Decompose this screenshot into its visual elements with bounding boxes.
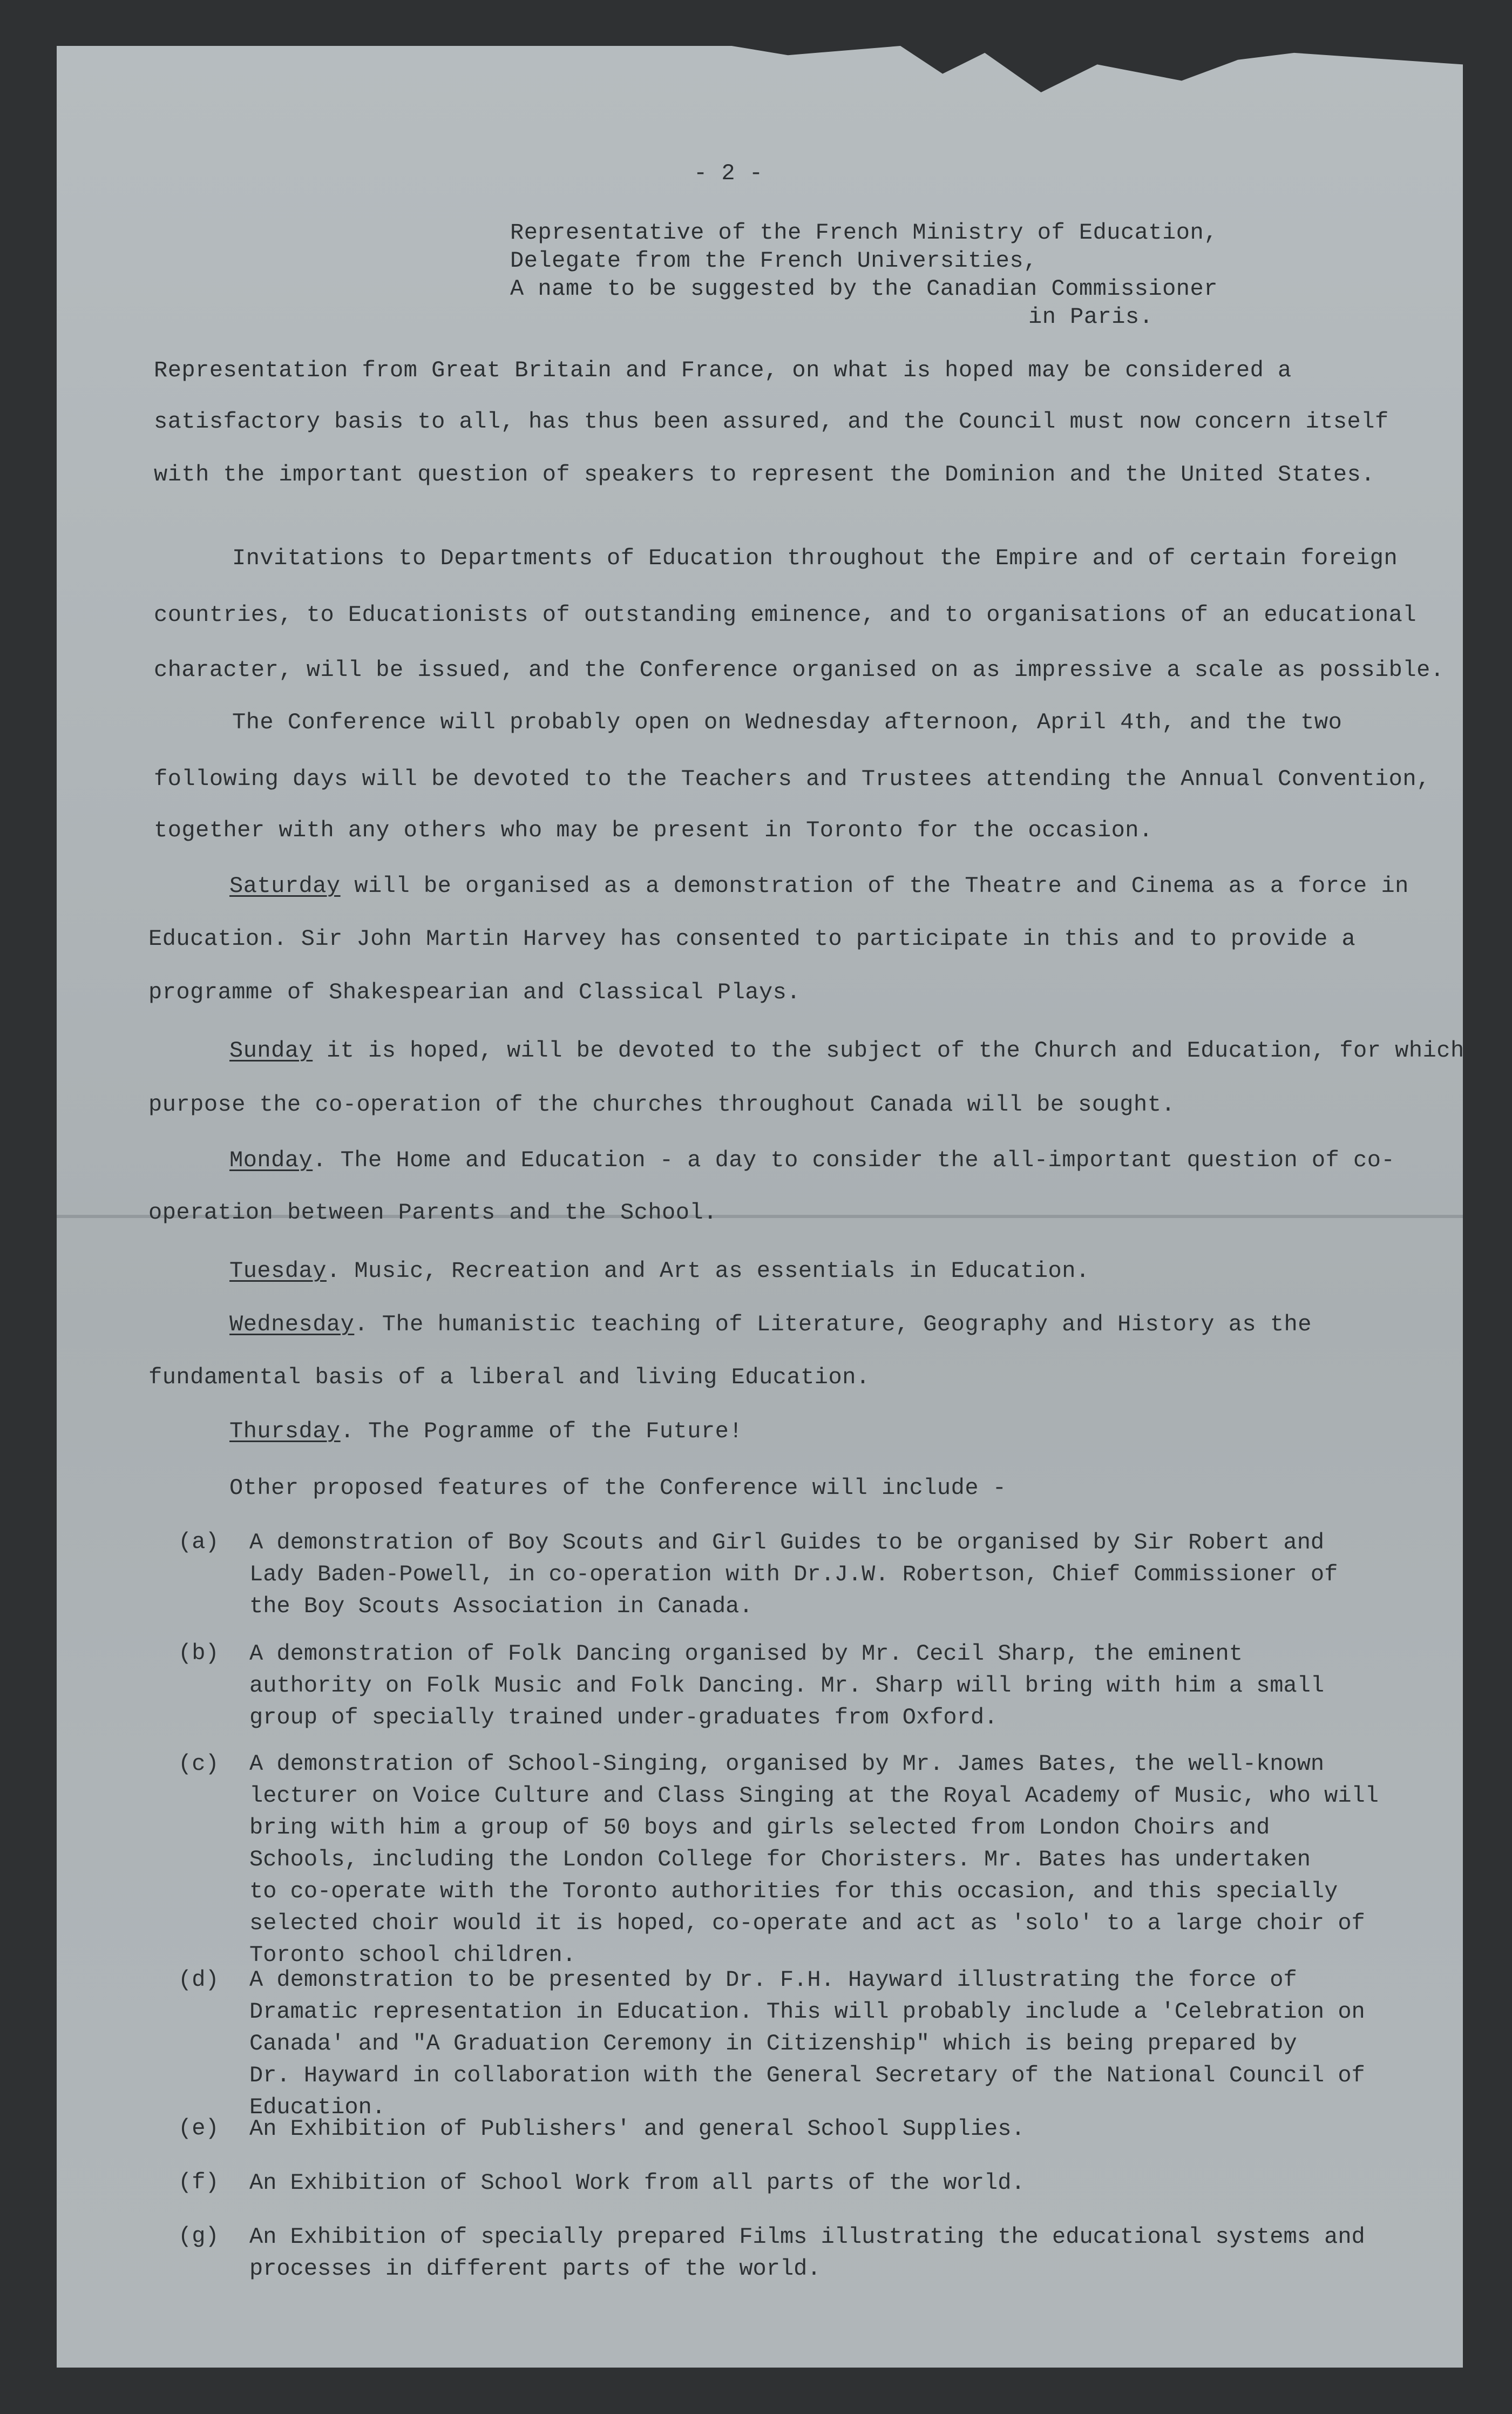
feature-item-a: A demonstration of Boy Scouts and Girl Guides to be organised by Sir Robert and Lady Baden-Powell, in co-operation with Dr.J.W. Robertson, Chief Commissioner of the Boy Scouts Association in Canada.: [249, 1530, 1338, 1619]
feature-item-f: An Exhibition of School Work from all parts of the world.: [249, 2170, 1025, 2196]
paragraph-line: Education. Sir John Martin Harvey has consented to participate in this and to provide a: [148, 926, 1356, 952]
day-name: Sunday: [229, 1038, 313, 1064]
day-name: Monday: [229, 1147, 313, 1173]
day-schedule-wednesday: Wednesday. The humanistic teaching of Literature, Geography and History as the: [229, 1311, 1312, 1337]
delegate-line: A name to be suggested by the Canadian Commissioner: [510, 276, 1218, 302]
paragraph-line: operation between Parents and the School.: [148, 1200, 717, 1226]
feature-label: (a): [178, 1529, 219, 1555]
feature-item-c: A demonstration of School-Singing, organised by Mr. James Bates, the well-known lecturer on Voice Culture and Class Singing at the Royal Academy of Music, who will bring with him a group of 50 boys and girls selected from London Choirs and Schools, including the London College for Choristers. Mr. Bates has undertaken to co-operate with the Toronto authorities for this occasion, and this specially selected choir would it is hoped, co-operate and act as 'solo' to a large choir of Toronto school children.: [249, 1751, 1379, 1968]
paragraph-line: following days will be devoted to the Teachers and Trustees attending the Annual Convention,: [154, 766, 1430, 792]
delegate-line: Representative of the French Ministry of Education,: [510, 220, 1218, 246]
paragraph-line: countries, to Educationists of outstanding eminence, and to organisations of an educational: [154, 602, 1417, 628]
page-number: - 2 -: [694, 160, 763, 186]
features-intro: Other proposed features of the Conference will include -: [229, 1475, 1007, 1501]
feature-item-b: A demonstration of Folk Dancing organised by Mr. Cecil Sharp, the eminent authority on Folk Music and Folk Dancing. Mr. Sharp will bring with him a small group of specially trained under-graduates from Oxford.: [249, 1641, 1325, 1730]
paragraph-line: satisfactory basis to all, has thus been assured, and the Council must now concern itself: [154, 409, 1389, 435]
day-name: Saturday: [229, 873, 341, 899]
paragraph-line: with the important question of speakers to represent the Dominion and the United States.: [154, 462, 1375, 488]
feature-item-e: An Exhibition of Publishers' and general School Supplies.: [249, 2116, 1025, 2142]
day-schedule-sunday: Sunday it is hoped, will be devoted to the subject of the Church and Education, for which: [229, 1038, 1464, 1064]
feature-label: (b): [178, 1640, 219, 1666]
paragraph-line: character, will be issued, and the Conference organised on as impressive a scale as possible.: [154, 657, 1445, 683]
day-name: Tuesday: [229, 1258, 327, 1284]
paragraph-line: purpose the co-operation of the churches throughout Canada will be sought.: [148, 1092, 1176, 1118]
delegate-line: Delegate from the French Universities,: [510, 248, 1038, 274]
paragraph-line: Invitations to Departments of Education throughout the Empire and of certain foreign: [232, 545, 1398, 571]
feature-item-g: An Exhibition of specially prepared Films illustrating the educational systems and processes in different parts of the world.: [249, 2224, 1365, 2282]
paragraph-line: Representation from Great Britain and France, on what is hoped may be considered a: [154, 357, 1292, 383]
feature-label: (c): [178, 1751, 219, 1777]
day-name: Thursday: [229, 1418, 341, 1444]
day-schedule-monday: Monday. The Home and Education - a day to consider the all-important question of co-: [229, 1147, 1395, 1173]
day-schedule-thursday: Thursday. The Pogramme of the Future!: [229, 1418, 743, 1444]
paragraph-line: together with any others who may be present in Toronto for the occasion.: [154, 817, 1153, 843]
paragraph-line: programme of Shakespearian and Classical Plays.: [148, 979, 801, 1005]
feature-label: (d): [178, 1967, 219, 1993]
day-name: Wednesday: [229, 1311, 355, 1337]
day-schedule-saturday: Saturday will be organised as a demonstration of the Theatre and Cinema as a force in: [229, 873, 1409, 899]
feature-item-d: A demonstration to be presented by Dr. F.H. Hayward illustrating the force of Dramatic representation in Education. This will probably include a 'Celebration on Canada' and "A Graduation Ceremony in Citizenship" which is being prepared by Dr. Hayward in collaboration with the General Secretary of the National Council of Education.: [249, 1967, 1365, 2120]
day-schedule-tuesday: Tuesday. Music, Recreation and Art as essentials in Education.: [229, 1258, 1090, 1284]
paragraph-line: fundamental basis of a liberal and living Education.: [148, 1364, 870, 1390]
paragraph-line: The Conference will probably open on Wednesday afternoon, April 4th, and the two: [232, 709, 1343, 735]
delegate-line: in Paris.: [1028, 304, 1154, 330]
feature-label: (f): [178, 2169, 219, 2195]
feature-label: (g): [178, 2223, 219, 2249]
feature-label: (e): [178, 2115, 219, 2141]
